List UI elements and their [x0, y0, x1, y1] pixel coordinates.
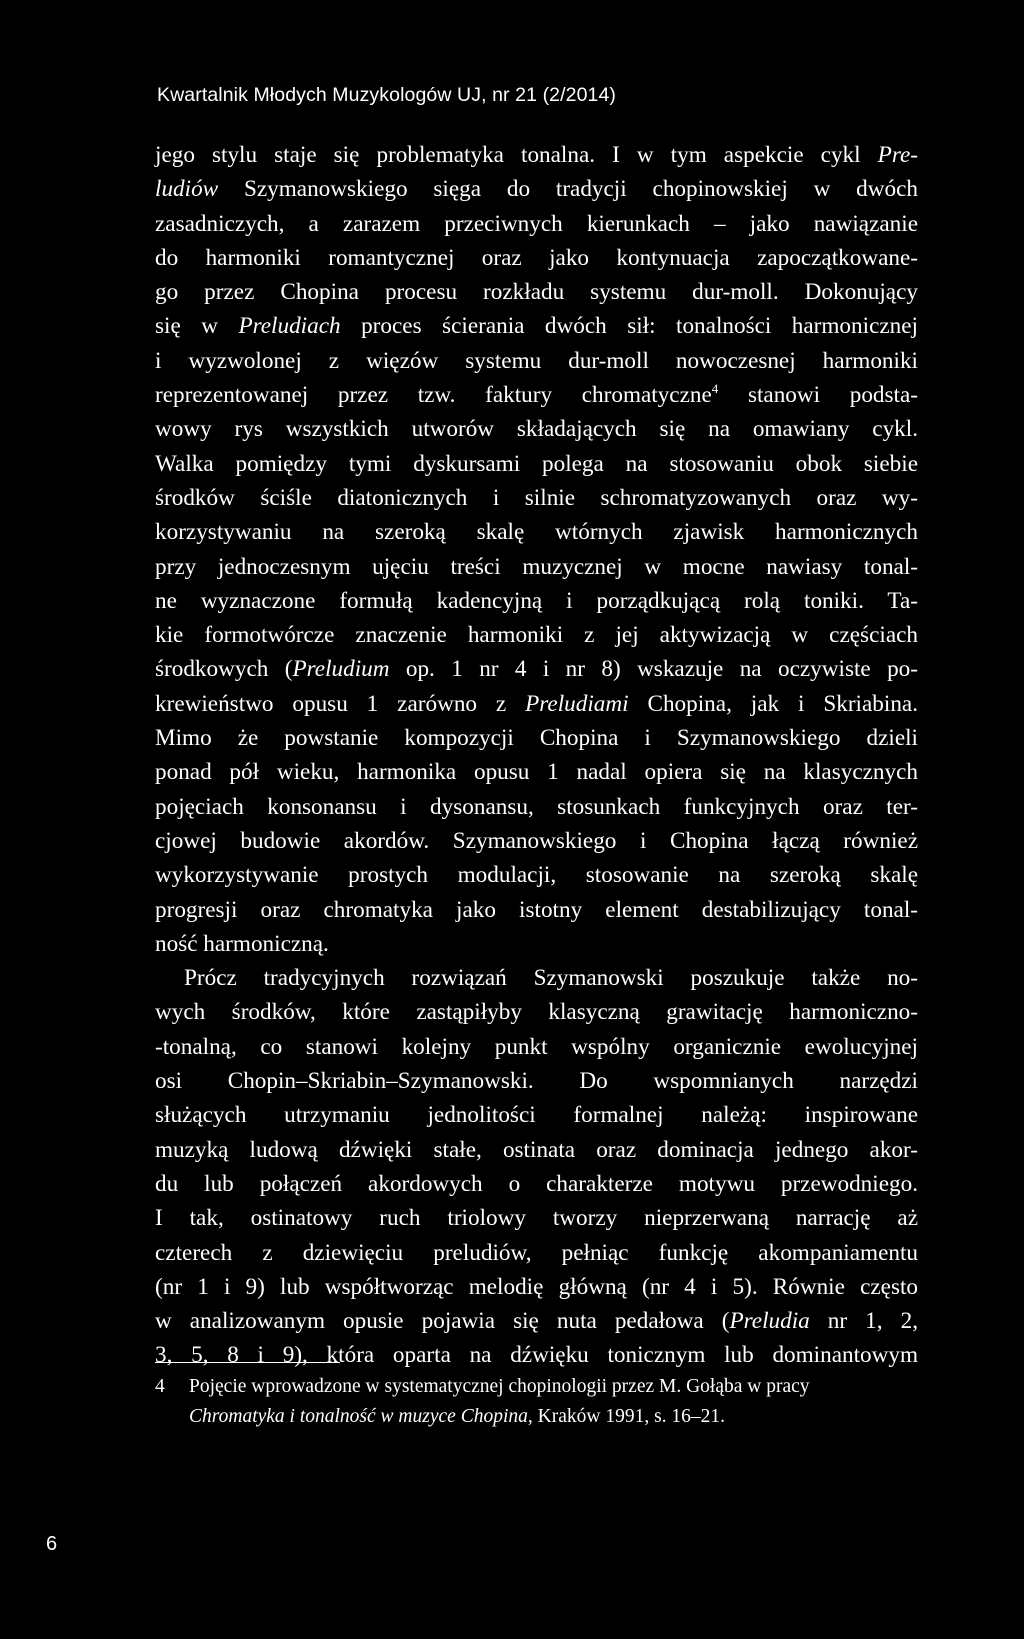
footnote	[155, 1372, 918, 1402]
text-line: i wyzwolonej z więzów systemu dur-moll nowoczesnej harmoniki	[155, 347, 918, 374]
text-line: muzyką ludową dźwięki stałe, ostinata oraz dominacja jednego akor-	[155, 1136, 918, 1163]
footnote-number: 4	[155, 1376, 165, 1397]
text-line: w analizowanym opusie pojawia się nuta pedałowa (Preludia nr 1, 2,	[155, 1308, 918, 1335]
text-line: ność harmoniczną.	[155, 930, 329, 957]
footnote-title: Chromatyka i tonalność w muzyce Chopina	[189, 1406, 528, 1427]
text-line: wykorzystywanie prostych modulacji, stosowanie na szeroką skalę	[155, 862, 918, 889]
page-number: 6	[46, 1533, 58, 1555]
footnote-text: Pojęcie wprowadzone w systematycznej chopinologii przez M. Gołąba w pracy	[189, 1376, 810, 1397]
text-line: ludiów Szymanowskiego sięga do tradycji chopinowskiej w dwóch	[155, 176, 918, 203]
text-line: wowy rys wszystkich utworów składających się na omawiany cykl.	[155, 416, 918, 443]
text-line: do harmoniki romantycznej oraz jako kontynuacja zapoczątkowane-	[155, 244, 918, 271]
text-line: -tonalną, co stanowi kolejny punkt wspólny organicznie ewolucyjnej	[155, 1033, 918, 1060]
text-line: Prócz tradycyjnych rozwiązań Szymanowski poszukuje także no-	[184, 965, 918, 992]
footnotes	[155, 1372, 918, 1432]
text-line: przy jednoczesnym ujęciu treści muzycznej w mocne nawiasy tonal-	[155, 553, 918, 580]
text-line: służących utrzymaniu jednolitości formalnej należą: inspirowane	[155, 1102, 918, 1129]
text-line: korzystywaniu na szeroką skalę wtórnych zjawisk harmonicznych	[155, 519, 918, 546]
text-line: krewieństwo opusu 1 zarówno z Preludiami Chopina, jak i Skriabina.	[155, 690, 918, 717]
text-line: 3, 5, 8 i 9), która oparta na dźwięku tonicznym lub dominantowym	[155, 1342, 918, 1369]
footnote-ref[interactable]: 4	[711, 381, 719, 397]
text-line: jego stylu staje się problematyka tonalna. I w tym aspekcie cykl Pre-	[155, 142, 918, 168]
text-line: progresji oraz chromatyka jako istotny element destabilizujący tonal-	[155, 896, 918, 923]
text-line: reprezentowanej przez tzw. faktury chromatyczne$^4$ stanowi podsta-	[155, 381, 918, 409]
text-line: środkowych (Preludium op. 1 nr 4 i nr 8) wskazuje na oczywiste po-	[155, 656, 918, 683]
text-line: Walka pomiędzy tymi dyskursami polega na stosowaniu obok siebie	[155, 450, 918, 477]
footnote-continuation: Chromatyka i tonalność w muzyce Chopina, Kraków 1991, s. 16–21.	[189, 1406, 726, 1427]
text-line: środków ściśle diatonicznych i silnie schromatyzowanych oraz wy-	[155, 484, 918, 511]
text-line: ponad pół wieku, harmonika opusu 1 nadal opiera się na klasycznych	[155, 759, 918, 786]
text-line: się w Preludiach proces ścierania dwóch sił: tonalności harmonicznej	[155, 313, 918, 340]
text-line: pojęciach konsonansu i dysonansu, stosunkach funkcyjnych oraz ter-	[155, 793, 918, 820]
body-text	[155, 138, 918, 1373]
text-line: cjowej budowie akordów. Szymanowskiego i Chopina łączą również	[155, 827, 918, 854]
text-line: zasadniczych, a zarazem przeciwnych kierunkach – jako nawiązanie	[155, 210, 918, 237]
text-line: ne wyznaczone formułą kadencyjną i porządkującą rolą toniki. Ta-	[155, 587, 918, 614]
text-line: go przez Chopina procesu rozkładu systemu dur-moll. Dokonujący	[155, 279, 918, 306]
running-head: Kwartalnik Młodych Muzykologów UJ, nr 21 (2/2014)	[157, 84, 617, 106]
text-line: wych środków, które zastąpiłyby klasyczną grawitację harmoniczno-	[155, 999, 918, 1026]
text-line: (nr 1 i 9) lub współtworząc melodię główną (nr 4 i 5). Równie często	[155, 1273, 918, 1300]
text-line: osi Chopin–Skriabin–Szymanowski. Do wspomnianych narzędzi	[155, 1068, 918, 1095]
text-line: du lub połączeń akordowych o charakterze motywu przewodniego.	[155, 1170, 918, 1197]
text-line: czterech z dziewięciu preludiów, pełniąc funkcję akompaniamentu	[155, 1239, 918, 1266]
text-line: Mimo że powstanie kompozycji Chopina i Szymanowskiego dzieli	[155, 725, 918, 752]
text-line: kie formotwórcze znaczenie harmoniki z jej aktywizacją w częściach	[155, 622, 918, 649]
text-line: I tak, ostinatowy ruch triolowy tworzy nieprzerwaną narrację aż	[155, 1205, 918, 1232]
footnote-divider	[155, 1362, 340, 1363]
